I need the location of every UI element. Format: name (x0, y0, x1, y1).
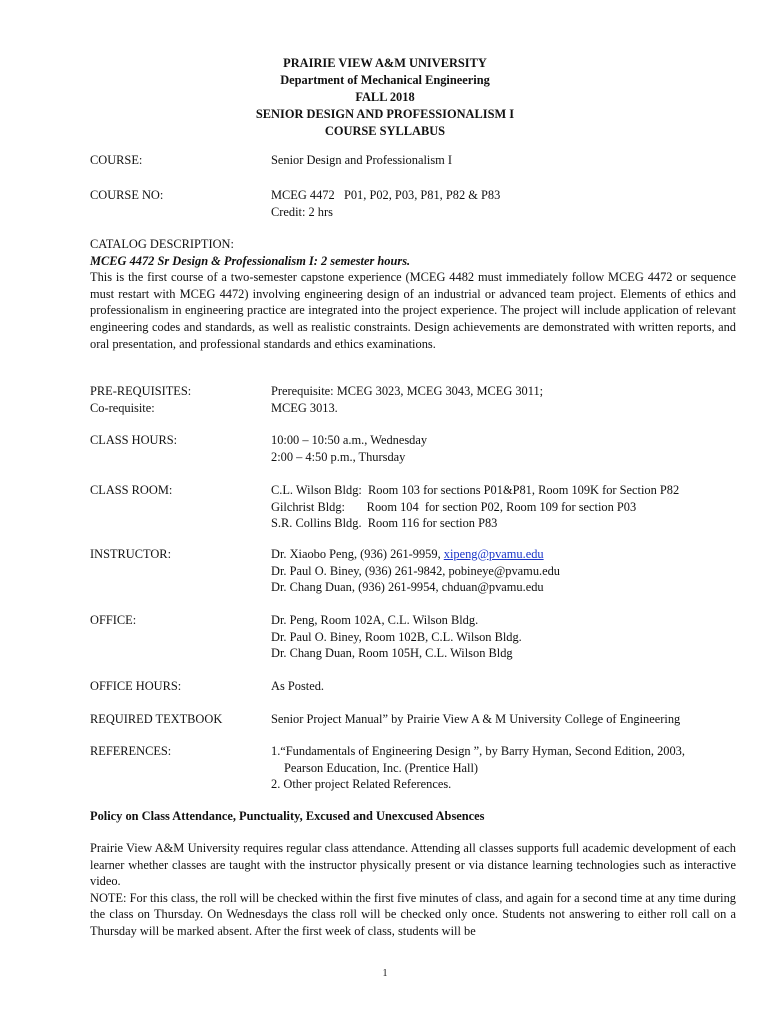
class-room-line: Gilchrist Bldg: Room 104 for section P02, Room 109 for section P03 (271, 499, 637, 514)
references-label: REFERENCES: (90, 744, 172, 758)
catalog-label: CATALOG DESCRIPTION: (90, 237, 234, 251)
course-no-label: COURSE NO: (90, 188, 164, 202)
office-label: OFFICE: (90, 613, 137, 627)
textbook-label: REQUIRED TEXTBOOK (90, 712, 223, 726)
class-hours-line: 10:00 – 10:50 a.m., Wednesday (271, 433, 428, 447)
course-no-value: MCEG 4472 P01, P02, P03, P81, P82 & P83 (271, 188, 501, 202)
corequisite-value: MCEG 3013. (271, 400, 338, 415)
instructor-name-phone: Dr. Xiaobo Peng, (936) 261-9959, (271, 547, 444, 561)
attendance-paragraph: Prairie View A&M University requires regular class attendance. Attending all classes supports full academic development of each learner whether classes are taught with the instructor physically present or via distance learning technologies such as interactive video. (90, 841, 736, 889)
instructor-label: INSTRUCTOR: (90, 547, 172, 561)
reference-item: 2. Other project Related References. (271, 777, 452, 792)
instructor-email-link[interactable]: xipeng@pvamu.edu (443, 547, 544, 561)
course-value: Senior Design and Professionalism I (271, 153, 453, 167)
corequisite-label: Co-requisite: (90, 400, 155, 415)
class-room-label: CLASS ROOM: (90, 483, 173, 497)
instructor-line (271, 546, 741, 563)
prerequisites-value: Prerequisite: MCEG 3023, MCEG 3043, MCEG 3011; (271, 384, 544, 398)
catalog-description (90, 236, 736, 352)
page-number: 1 (382, 968, 388, 979)
office-line: Dr. Peng, Room 102A, C.L. Wilson Bldg. (271, 613, 479, 627)
document-type: COURSE SYLLABUS (324, 124, 446, 138)
department-name: Department of Mechanical Engineering (280, 73, 490, 87)
university-name: PRAIRIE VIEW A&M UNIVERSITY (283, 56, 487, 70)
course-title: SENIOR DESIGN AND PROFESSIONALISM I (255, 107, 515, 121)
office-hours-label: OFFICE HOURS: (90, 679, 182, 693)
document-header (0, 55, 770, 140)
attendance-note: NOTE: For this class, the roll will be checked within the first five minutes of class, and again for a second time at any time during the class on Thursday. On Wednesdays the class roll will be checked only once. Students not answering to either roll call on a Thursday will be marked absent. After the first week of class, students will be (90, 890, 736, 938)
class-hours-line: 2:00 – 4:50 p.m., Thursday (271, 449, 406, 464)
course-credit: Credit: 2 hrs (271, 204, 333, 219)
catalog-subtitle: MCEG 4472 Sr Design & Professionalism I: 2 semester hours. (90, 253, 411, 268)
class-room-line: S.R. Collins Bldg. Room 116 for section P83 (271, 516, 498, 531)
reference-item: 1.“Fundamentals of Engineering Design ”, by Barry Hyman, Second Edition, 2003, (271, 744, 685, 758)
catalog-body: This is the first course of a two-semester capstone experience (MCEG 4482 must immediately follow MCEG 4472 or sequence must restart with MCEG 4472) involving engineering design of an industrial or advanced team project. Elements of ethics and professionalism in engineering practice are integrated into the project experience. The project will include application of relevant engineering codes and standards, as well as realistic constraints. Design achievements are demonstrated with written reports, and oral presentation, and professional standards and ethics examinations. (90, 270, 736, 351)
course-label: COURSE: (90, 153, 143, 167)
class-hours-label: CLASS HOURS: (90, 433, 178, 447)
office-hours-value: As Posted. (271, 679, 325, 693)
office-line: Dr. Paul O. Biney, Room 102B, C.L. Wilson Bldg. (271, 629, 522, 644)
instructor-line: Dr. Chang Duan, (936) 261-9954, chduan@pvamu.edu (271, 580, 544, 595)
instructor-line: Dr. Paul O. Biney, (936) 261-9842, pobineye@pvamu.edu (271, 563, 561, 578)
attendance-policy (90, 840, 736, 940)
attendance-policy-heading-block (90, 808, 736, 825)
attendance-policy-heading: Policy on Class Attendance, Punctuality, Excused and Unexcused Absences (90, 809, 485, 823)
textbook-value: Senior Project Manual” by Prairie View A & M University College of Engineering (271, 712, 681, 726)
office-line: Dr. Chang Duan, Room 105H, C.L. Wilson Bldg (271, 646, 513, 661)
reference-item-continued: Pearson Education, Inc. (Prentice Hall) (284, 760, 479, 775)
class-room-line: C.L. Wilson Bldg: Room 103 for sections P01&P81, Room 109K for Section P82 (271, 483, 680, 497)
prerequisites-label: PRE-REQUISITES: (90, 384, 192, 398)
term: FALL 2018 (355, 90, 415, 104)
